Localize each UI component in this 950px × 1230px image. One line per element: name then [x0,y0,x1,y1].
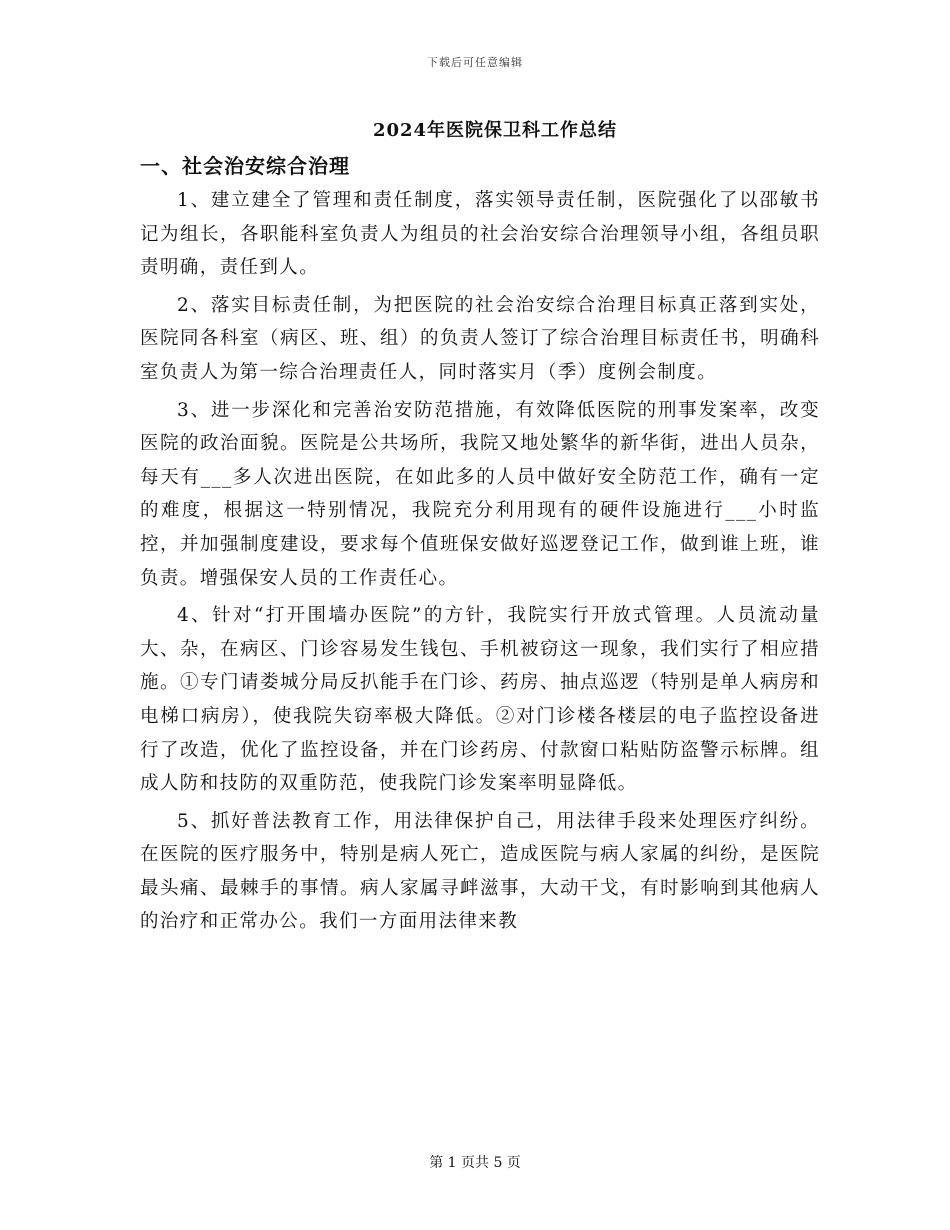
paragraph-3: 3、进一步深化和完善治安防范措施，有效降低医院的刑事发案率，改变医院的政治面貌。医院是公共场所，我院又地处繁华的新华街，进出人员杂，每天有___多人次进出医院，在如此多的人员中做好安全防范工作，确有一定的难度，根据这一特别情况，我院充分利用现有的硬件设施进行___小时监控，并加强制度建设，要求每个值班保安做好巡逻登记工作，做到谁上班，谁负责。增强保安人员的工作责任心。 [140,399,820,589]
paragraph-5: 5、抓好普法教育工作，用法律保护自己，用法律手段来处理医疗纠纷。在医院的医疗服务中，特别是病人死亡，造成医院与病人家属的纠纷，是医院最头痛、最棘手的事情。病人家属寻衅滋事，大动干戈，有时影响到其他病人的治疗和正常办公。我们一方面用法律来教 [140,810,820,933]
paragraph-4: 4、针对“打开围墙办医院”的方针，我院实行开放式管理。人员流动量大、杂，在病区、门诊容易发生钱包、手机被窃这一现象，我们实行了相应措施。①专门请娄城分局反扒能手在门诊、药房、抽点巡逻（特别是单人病房和电梯口病房），使我院失窃率极大降低。②对门诊楼各楼层的电子监控设备进行了改造，优化了监控设备，并在门诊药房、付款窗口粘贴防盗警示标牌。组成人防和技防的双重防范，使我院门诊发案率明显降低。 [140,605,820,795]
document-title: 2024年医院保卫科工作总结 [372,120,618,141]
paragraph-2: 2、落实目标责任制，为把医院的社会治安综合治理目标真正落到实处，医院同各科室（病区、班、组）的负责人签订了综合治理目标责任书，明确科室负责人为第一综合治理责任人，同时落实月（季）度例会制度。 [140,294,820,383]
page-number: 第 1 页共 5 页 [429,1155,521,1171]
header-note: 下载后可任意编辑 [427,56,523,69]
paragraph-1: 1、建立建全了管理和责任制度，落实领导责任制，医院强化了以邵敏书记为组长，各职能科室负责人为组员的社会治安综合治理领导小组，各组员职责明确，责任到人。 [140,190,820,279]
section-heading: 一、社会治安综合治理 [140,154,350,178]
document-body [140,184,820,943]
